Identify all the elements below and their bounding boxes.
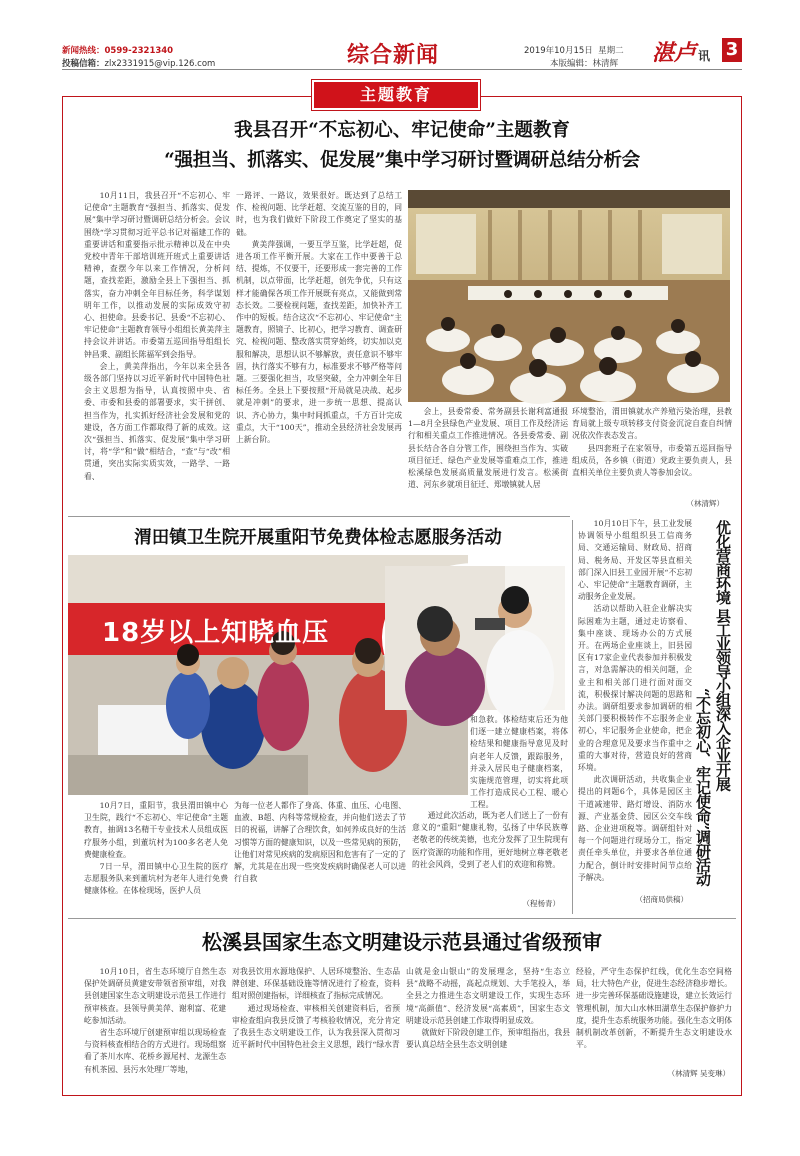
article1-column-1 xyxy=(84,190,230,516)
article4-paragraph: 就做好下阶段创建工作，预审组指出，我县要认真总结全县生态文明创建 xyxy=(406,1028,570,1050)
meeting-photo xyxy=(408,190,730,402)
theme-banner xyxy=(312,80,480,110)
article2-title: 渭田镇卫生院开展重阳节免费体检志愿服务活动 xyxy=(134,528,502,548)
article3-paragraph: 此次调研活动，共收集企业提出的问题6个，具体是园区主干道减速带、路灯增设、消防水源、产业基金贷、园区公交车线路、企业进项税等。调研组针对每一个问题进行现场分工，指定责任牵头单位，并要求各单位通力配合，倒计时安排时间节点给予解决。 xyxy=(578,775,692,882)
article2-column-mid xyxy=(470,714,568,810)
article4-paragraph: 山就是金山银山”的发展理念，坚持“生态立县”战略不动摇，高起点规划、大手笔投入，举全县之力推进生态文明建设工作，实现生态环境“高颜值”、经济发展“高素质”，国家生态文明建设示范县创建工作取得明显成效。 xyxy=(406,967,570,1025)
article4-byline: （林清辉 吴变琳） xyxy=(667,1069,730,1078)
article1-paragraph: 10月11日，我县召开“不忘初心、牢记使命”主题教育“强担当、抓落实、促发展”集中学习研讨暨调研总结分析会。会议围绕“学习贯彻习近平总书记对福建工作的重要讲话和重要指示批示精神以及在中央党校中青年干部培训班开班式上重要讲话精神，查摆今年以来工作情况，分析问题，查找差距，激励全县上下强担当、抓落实，奋力冲刺全年目标任务，科学谋划明年工作，以推动发展的实际成效守初心、担使命。县委书记、县委“不忘初心、牢记使命”主题教育领导小组组长黄美萍主持会议并讲话。市委第五巡回指导组组长钟昌秉、副组长陈福军到会指导。 xyxy=(84,191,230,359)
article4-title: 松溪县国家生态文明建设示范县通过省级预审 xyxy=(202,930,602,954)
hotline-label: 新闻热线： xyxy=(62,46,105,56)
article4-paragraph: 省生态环境厅创建预审组以现场检查与资料核查相结合的方式进行。现场组察看了茶川水库、花桥乡源尾村、龙源生态有机茶园、县污水处理厂等地， xyxy=(84,1028,226,1074)
article1-column-3 xyxy=(408,406,568,516)
hotline-number: 0599-2321340 xyxy=(104,46,174,56)
article3-byline: （招商局供稿） xyxy=(635,895,688,904)
meeting-photo-illustration xyxy=(408,190,730,402)
section-title: 综合新闻 xyxy=(347,42,440,68)
article4-paragraph: 对我县饮用水源地保护、人居环境整治、生态品牌创建、环保基础设施等情况进行了检查，资料组对照创建指标，详细核查了指标完成情况。 xyxy=(232,967,400,1001)
eye-exam-photo xyxy=(382,563,568,713)
article4-paragraph: 10月10日，省生态环境厅自然生态保护处调研员黄建安带领省预审组，对我县创建国家生态文明建设示范县工作进行预审核查。县领导黄美萍、谢利富、花建屹参加活动。 xyxy=(84,967,226,1025)
article3-vertical-title-2: “不忘初心、牢记使命”调研活动 xyxy=(694,688,712,886)
brand-suffix: 讯 xyxy=(698,49,711,63)
date-line xyxy=(524,44,624,56)
theme-banner-text: 主题教育 xyxy=(359,85,432,104)
page-number-badge: 3 xyxy=(722,38,742,62)
article1-paragraph: 会上，县委常委、常务副县长谢利富通报1—8月全县绿色产业发展、项目工作及经济运行和相关重点工作推进情况。各县委常委、副县长结合各自分管工作，围绕担当作为、实破项目征迁、绿色产业发展等重难点工作，推进松溪绿色发展高质量发展进行发言。松溪街道、河东乡就项目征迁、郑墩镇就人居 xyxy=(408,407,568,490)
section-divider xyxy=(68,516,570,517)
article1-title-line2: “强担当、抓落实、促发展”集中学习研讨暨调研总结分析会 xyxy=(164,150,640,171)
article2-paragraph: 为每一位老人都作了身高、体重、血压、心电图、血液、B超、内科等常规检查，并向他们送去了节日的祝福，讲解了合理饮食，如何养成良好的生活习惯等方面的健康知识，以及一些常见病的预防，让他们对常见疾病的发病原因和危害有了一定的了解，尤其是在出现一些突发疾病时确保老人可以进行自救 xyxy=(234,801,406,884)
column-divider xyxy=(572,520,573,914)
article1-column-4 xyxy=(572,406,732,494)
issue-date: 2019年10月15日 xyxy=(524,46,593,56)
article2-paragraph: 通过此次活动，既为老人们送上了一份有意义的“重阳”健康礼物，弘扬了中华民族尊老敬老的传统美德，也充分发挥了卫生院现有医疗资源的功能和作用，更好地树立尊老敬老的社会风尚，受到了老人们的欢迎和称赞。 xyxy=(412,811,568,869)
article2-paragraph: 7日一早，渭田镇中心卫生院的医疗志愿服务队来到董坑村为老年人进行免费健康体检。在体检现场，医护人员 xyxy=(84,862,228,896)
article1-byline: （林清辉） xyxy=(686,499,724,508)
article2-paragraph: 10月7日，重阳节，我县渭田镇中心卫生院，践行“不忘初心、牢记使命”主题教育，抽调13名精干专业技术人员组成医疗服务小组，到董坑村为100多名老人免费健康检查。 xyxy=(84,801,228,859)
email-address: zlx2331915@vip.126.com xyxy=(104,59,216,69)
article4-column-2 xyxy=(232,966,400,1076)
article1-paragraph: 会上，黄美萍指出，今年以来全县各级各部门坚持以习近平新时代中国特色社会主义思想为指导，认真按照中央、省委、市委和县委的部署要求，实干拼创、担当作为，扎实抓好经济社会发展和党的建设，各方面工作都取得了新的成效。这次“强担当、抓落实、促发展”集中学习研讨，将“学”和“做”相结合，“查”与“改”相贯通，突出实际实质实效，一路学、一路看、 xyxy=(84,361,230,481)
article1-paragraph: 一路评、一路议，效果很好。既达到了总结工作、检视问题、比学赶超、交流互鉴的目的，同时，也为我们做好下阶段工作奠定了坚实的基础。 xyxy=(236,191,402,237)
masthead xyxy=(62,36,742,70)
article4-paragraph: 通过现场检查、审核相关创建资料后，省预审检查组向我县反馈了考核验收情况，充分肯定了我县生态文明建设工作，认为我县深入贯彻习近平新时代中国特色社会主义思想，践行“绿水青 xyxy=(232,1003,400,1050)
health-banner-text: 18岁以上知晓血压 xyxy=(102,618,330,648)
article4-column-4 xyxy=(576,966,732,1062)
article2-column-2 xyxy=(234,800,406,910)
section-divider-2 xyxy=(68,918,736,919)
article4-column-1 xyxy=(84,966,226,1076)
article2-byline: （程杨青） xyxy=(522,899,560,908)
article3-column xyxy=(578,518,692,880)
article1-paragraph: 县四套班子在家领导，市委第五巡回指导组成员，各乡镇（街道）党政主要负责人，县直相关单位主要负责人等参加会议。 xyxy=(572,443,732,478)
hotline-line xyxy=(62,44,173,56)
article3-paragraph: 10月10日下午，县工业发展协调领导小组组织县工信商务局、交通运输局、财政局、招商局、税务局、开发区等县直相关部门深入旧县工业园开展“不忘初心、牢记使命”主题教育调研，主动服务企业发展。 xyxy=(578,519,692,602)
article2-column-1 xyxy=(84,800,228,910)
article3-paragraph: 活动以帮助入驻企业解决实际困难为主题，通过走访察看、集中座谈、现场办公的方式展开。在两场企业座谈上，旧县园区有17家企业代表参加并积极发言，对急需解决的相关问题，企业主和相关部门进行面对面交流，积极探讨解决问题的思路和办法。调研组要求参加调研的相关部门要积极转作不忘服务企业初心，牢记服务企业使命，把企业的合理意见及要求当作重中之重的大事对待，营造良好的营商环境。 xyxy=(578,604,692,773)
eye-exam-illustration xyxy=(385,566,565,710)
article1-column-2 xyxy=(236,190,402,516)
issue-weekday: 星期二 xyxy=(598,46,624,56)
brand-name: 湛卢 xyxy=(652,40,697,66)
article2-paragraph: 和急救。体检结束后还为他们逐一建立健康档案，将体检结果和健康指导意见及时向老年人反馈，跟踪服务，并录入居民电子健康档案，实施规范管理，切实将此项工作打造成民心工程、暖心工程。 xyxy=(470,715,568,810)
article4-paragraph: 经验，严守生态保护红线，优化生态空间格局，壮大特色产业，促进生态经济稳步增长。进一步完善环保基础设施建设，建立长效运行管理机制，加大山水林田湖草生态保护修护力度，提升生态系统服务功能。强化生态文明体制机制改革创新，不断提升生态文明建设水平。 xyxy=(576,967,732,1050)
article1-title-line1: 我县召开“不忘初心、牢记使命”主题教育 xyxy=(234,120,570,141)
article3-vertical-title-1: 优化营商环境 县工业领导小组深入企业开展 xyxy=(714,520,732,791)
brand-logo xyxy=(652,36,710,67)
article2-column-3 xyxy=(412,810,568,898)
email-label: 投稿信箱： xyxy=(62,59,105,69)
email-line xyxy=(62,57,215,69)
article4-column-3 xyxy=(406,966,570,1076)
editor-line: 本版编辑：林清辉 xyxy=(550,59,619,69)
article1-paragraph: 环境整治，渭田镇就水产养殖污染治理，县教育局就上级专项转移支付资金沉淀自查自纠情况依次作表态发言。 xyxy=(572,407,732,441)
article1-paragraph: 黄美萍强调，一要互学互鉴，比学赶超，促进各项工作平衡开展。大家在工作中要善于总结、提炼，不仅要干，还要形成一套完善的工作机制，以点带面，比学赶超，创先争优，只有这样才能确保各项工作开展既有亮点，又能做到常态长效。二要检视问题，查找差距，加快补齐工作中的短板。结合这次“不忘初心、牢记使命”主题教育，照镜子、比初心，把学习教育、调查研究、检视问题、整改落实贯穿始终，切实加以克服和解决，思想认识不够解放，责任意识不够牢固，执行落实不够有力，标准要求不够严格等问题。三要强化担当，攻坚突破，全力冲刺全年目标任务。全县上下要按照“开局就是决战、起步就是冲刺”的要求，进一步统一思想、提高认识、齐心协力，集中时间抓重点，千方百计完成重点，大干“100天”，推动全县经济社会发展再上新台阶。 xyxy=(236,239,402,445)
